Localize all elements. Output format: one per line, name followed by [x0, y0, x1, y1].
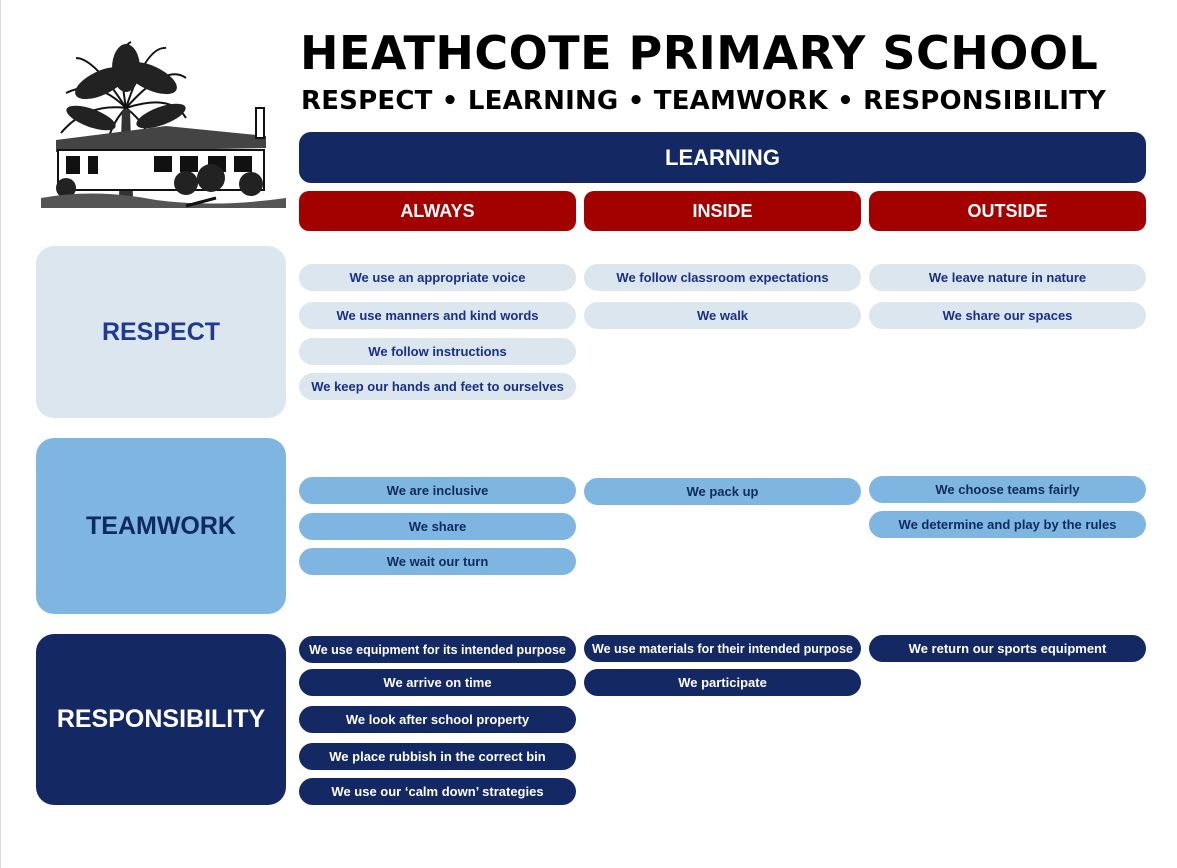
expectation-pill: We choose teams fairly	[869, 476, 1146, 503]
expectation-pill: We use equipment for its intended purpose	[299, 636, 576, 663]
column-header-inside: INSIDE	[584, 191, 861, 231]
expectation-pill: We walk	[584, 302, 861, 329]
expectation-pill: We are inclusive	[299, 477, 576, 504]
expectation-pill: We look after school property	[299, 706, 576, 733]
expectation-pill: We use our ‘calm down’ strategies	[299, 778, 576, 805]
expectation-pill: We leave nature in nature	[869, 264, 1146, 291]
expectation-pill: We use materials for their intended purpose	[584, 635, 861, 662]
expectation-pill: We return our sports equipment	[869, 635, 1146, 662]
school-title: HEATHCOTE PRIMARY SCHOOL	[300, 26, 1099, 80]
learning-banner: LEARNING	[299, 132, 1146, 183]
row-label-teamwork: TEAMWORK	[36, 438, 286, 614]
row-label-respect: RESPECT	[36, 246, 286, 418]
school-logo	[36, 38, 288, 216]
expectation-pill: We participate	[584, 669, 861, 696]
expectation-pill: We arrive on time	[299, 669, 576, 696]
expectation-pill: We keep our hands and feet to ourselves	[299, 373, 576, 400]
expectation-pill: We determine and play by the rules	[869, 511, 1146, 538]
expectation-pill: We follow classroom expectations	[584, 264, 861, 291]
row-label-responsibility: RESPONSIBILITY	[36, 634, 286, 805]
expectation-pill: We use an appropriate voice	[299, 264, 576, 291]
expectation-pill: We share	[299, 513, 576, 540]
expectation-pill: We pack up	[584, 478, 861, 505]
expectation-pill: We follow instructions	[299, 338, 576, 365]
page-edge	[0, 0, 1, 868]
expectation-pill: We use manners and kind words	[299, 302, 576, 329]
column-header-always: ALWAYS	[299, 191, 576, 231]
school-motto: RESPECT • LEARNING • TEAMWORK • RESPONSIBILITY	[301, 86, 1107, 116]
expectation-pill: We place rubbish in the correct bin	[299, 743, 576, 770]
expectation-pill: We share our spaces	[869, 302, 1146, 329]
expectation-pill: We wait our turn	[299, 548, 576, 575]
column-header-outside: OUTSIDE	[869, 191, 1146, 231]
